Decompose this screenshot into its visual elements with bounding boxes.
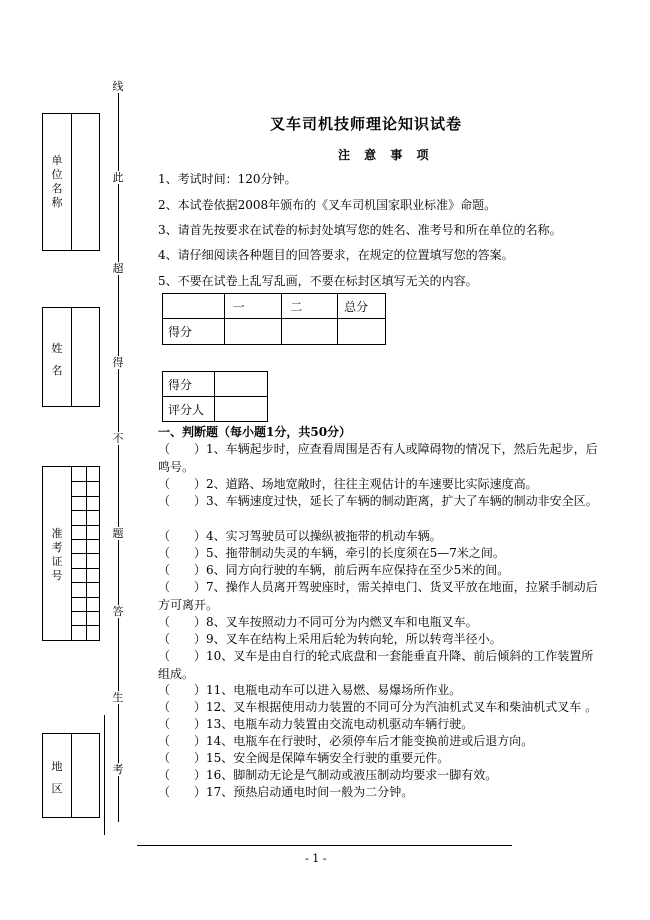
question-text: 11、电瓶电动车可以进入易燃、易爆场所作业。 — [206, 683, 462, 697]
grader-table — [162, 371, 268, 422]
note-item: 4、请仔细阅读各种题目的回答要求，在规定的位置填写您的答案。 — [158, 248, 514, 262]
seal-char: 得 — [112, 356, 124, 369]
judgment-question — [158, 545, 603, 563]
answer-blank[interactable]: （ ） — [158, 563, 207, 577]
note-item: 3、请首先按要求在试卷的标封处填写您的姓名、准考号和所在单位的名称。 — [158, 223, 562, 237]
question-text: 16、脚制动无论是气制动或液压制动均要求一脚有效。 — [206, 768, 498, 782]
answer-blank[interactable]: （ ） — [158, 649, 207, 663]
ticket-grid-divider — [86, 467, 87, 640]
score-cell[interactable] — [282, 319, 338, 345]
notes-heading: 注 意 事 项 — [338, 148, 429, 162]
binding-line-left — [104, 715, 105, 835]
region-label: 地区 — [51, 760, 63, 795]
score-header-cell: 一 — [224, 294, 282, 319]
grader-name-label: 评分人 — [163, 397, 215, 422]
question-text: 12、叉车根据使用动力装置的不同可分为汽油机式叉车和柴油机式叉车 。 — [206, 700, 598, 714]
answer-blank[interactable]: （ ） — [158, 529, 207, 543]
question-text: 8、叉车按照动力不同可分为内燃叉车和电瓶叉车。 — [206, 615, 478, 629]
judgment-question — [158, 750, 603, 768]
seal-char: 生 — [112, 691, 124, 704]
judgment-question — [158, 441, 603, 476]
answer-blank[interactable]: （ ） — [158, 494, 207, 508]
judgment-question — [158, 562, 603, 580]
seal-char: 此 — [112, 171, 124, 184]
grader-name-cell[interactable] — [214, 397, 267, 422]
question-text: 7、操作人员离开驾驶座时，需关掉电门、货叉平放在地面，拉紧手制动后方可离开。 — [158, 580, 598, 612]
seal-char: 线 — [112, 80, 124, 93]
answer-blank[interactable]: （ ） — [158, 683, 207, 697]
judgment-question — [158, 699, 603, 717]
answer-blank[interactable]: （ ） — [158, 717, 207, 731]
score-header-cell: 二 — [282, 294, 338, 319]
seal-char: 答 — [112, 605, 124, 618]
ticket-number-box — [42, 466, 100, 641]
seal-char: 超 — [112, 262, 124, 275]
question-text: 17、预热启动通电时间一般为二分钟。 — [206, 785, 414, 799]
judgment-question — [158, 614, 603, 632]
judgment-question — [158, 528, 603, 546]
ticket-number-label: 准考证号 — [51, 527, 63, 582]
judgment-question — [158, 682, 603, 700]
question-text: 13、电瓶车动力装置由交流电动机驱动车辆行驶。 — [206, 717, 474, 731]
answer-blank[interactable]: （ ） — [158, 580, 207, 594]
judgment-question — [158, 476, 603, 494]
judgment-question — [158, 631, 603, 649]
question-text: 9、叉车在结构上采用后轮为转向轮，所以转弯半径小。 — [206, 632, 502, 646]
note-item: 1、考试时间：120分钟。 — [158, 172, 297, 186]
binding-line — [118, 82, 119, 822]
region-box — [42, 733, 100, 818]
footer-rule — [137, 845, 512, 846]
judgment-question — [158, 733, 603, 751]
answer-blank[interactable]: （ ） — [158, 785, 207, 799]
grader-score-label: 得分 — [163, 372, 215, 397]
seal-char: 不 — [112, 432, 124, 445]
answer-blank[interactable]: （ ） — [158, 700, 207, 714]
judgment-question — [158, 493, 603, 511]
score-table — [162, 293, 386, 345]
question-text: 6、同方向行驶的车辆，前后两车应保持在至少5米的间。 — [206, 563, 510, 577]
grader-score-cell[interactable] — [214, 372, 267, 397]
answer-blank[interactable]: （ ） — [158, 615, 207, 629]
judgment-question — [158, 767, 603, 785]
note-item: 2、本试卷依据2008年颁布的《叉车司机国家职业标准》命题。 — [158, 198, 497, 212]
answer-blank[interactable]: （ ） — [158, 632, 207, 646]
question-text: 5、拖带制动失灵的车辆，牵引的长度须在5—7米之间。 — [206, 546, 505, 560]
page-number: - 1 - — [305, 852, 327, 865]
judgment-question — [158, 648, 603, 683]
name-box — [42, 307, 100, 407]
question-text: 10、叉车是由自行的轮式底盘和一套能垂直升降、前后倾斜的工作装置所组成。 — [158, 649, 594, 681]
answer-blank[interactable]: （ ） — [158, 442, 207, 456]
answer-blank[interactable]: （ ） — [158, 546, 207, 560]
question-text: 15、安全阀是保障车辆安全行驶的重要元件。 — [206, 751, 450, 765]
section-heading: 一、判断题（每小题1分，共50分） — [158, 425, 352, 439]
ticket-number-grid[interactable] — [72, 467, 100, 640]
answer-blank[interactable]: （ ） — [158, 477, 207, 491]
question-text: 1、车辆起步时，应查看周围是否有人或障碍物的情况下，然后先起步，后鸣号。 — [158, 442, 598, 474]
score-cell[interactable] — [338, 319, 386, 345]
score-cell[interactable] — [224, 319, 282, 345]
judgment-question — [158, 784, 603, 802]
judgment-question — [158, 579, 603, 614]
seal-char: 题 — [112, 527, 124, 540]
question-text: 14、电瓶车在行驶时，必须停车后才能变换前进或后退方向。 — [206, 734, 534, 748]
score-header-cell — [163, 294, 225, 319]
answer-blank[interactable]: （ ） — [158, 734, 207, 748]
judgment-question — [158, 716, 603, 734]
seal-char: 考 — [112, 763, 124, 776]
answer-blank[interactable]: （ ） — [158, 751, 207, 765]
exam-title: 叉车司机技师理论知识试卷 — [270, 115, 463, 133]
unit-name-label: 单位名称 — [51, 154, 63, 209]
score-header-cell: 总分 — [338, 294, 386, 319]
question-text: 3、车辆速度过快，延长了车辆的制动距离，扩大了车辆的制动非安全区。 — [206, 494, 598, 508]
score-row-label: 得分 — [163, 319, 225, 345]
name-label: 姓名 — [51, 342, 63, 377]
answer-blank[interactable]: （ ） — [158, 768, 207, 782]
question-text: 4、实习驾驶员可以操纵被拖带的机动车辆。 — [206, 529, 442, 543]
note-item: 5、不要在试卷上乱写乱画，不要在标封区填写无关的内容。 — [158, 274, 478, 288]
unit-name-box — [42, 113, 100, 251]
question-text: 2、道路、场地宽敞时，往往主观估计的车速要比实际速度高。 — [206, 477, 538, 491]
